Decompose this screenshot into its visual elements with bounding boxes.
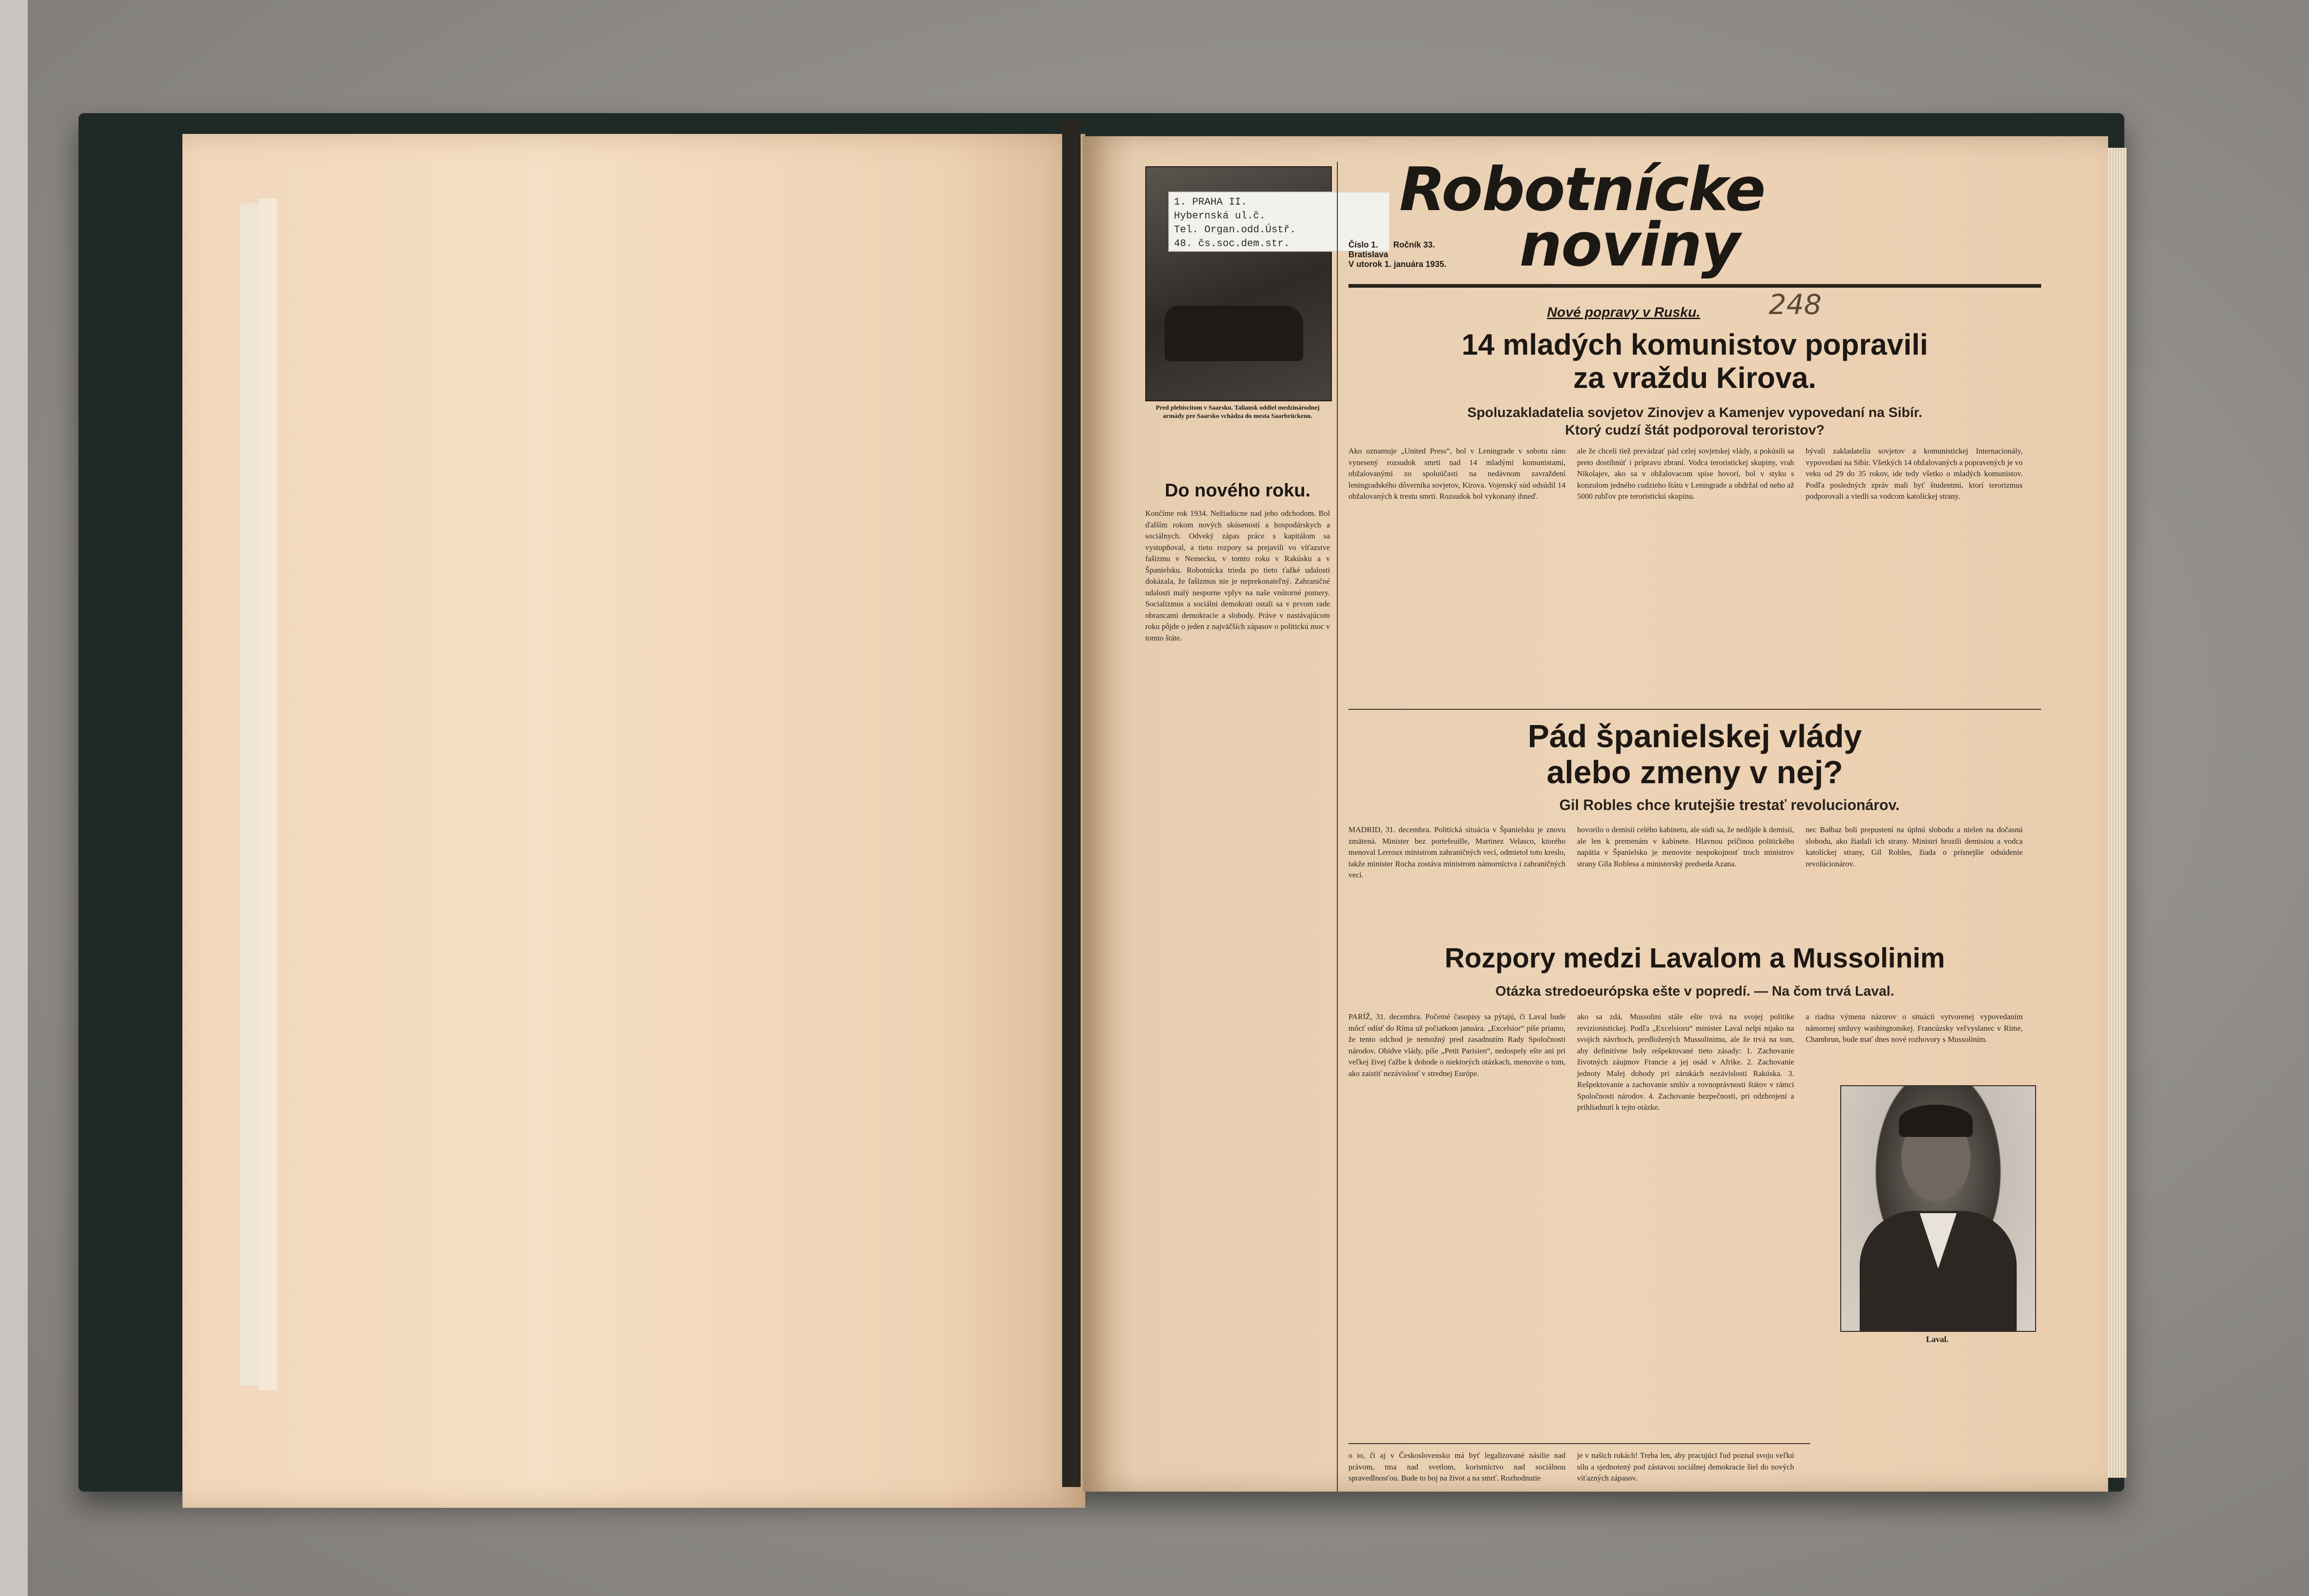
article3-title: Rozpory medzi Lavalom a Mussolinim	[1445, 943, 1945, 973]
article1-col2: ale že chceli tiež prevádzať pád celej sovjetskej vlády, a pokúsili sa preto dostihnúť i prípravu zbraní. Vodca teroristickej skupiny, vrah Nikolajev, ako sa v obžalovacom spise hovorí, bol v styku s konzulom jedného cudzieho štátu v Leningrade a obdržal od neho až 5000 rubľov pre teroristickú skupinu.	[1577, 447, 1794, 501]
article3-col3: a riadna výmena názorov o situácii vytvorenej vypovedaním námornej smluvy washingtonskej. Francúzsky veľvyslanec v Ríme, Chambrun, bude mať dnes nové rozhovory s Mussolinim.	[1806, 1012, 2023, 1044]
table-edge	[0, 0, 28, 1596]
article2-title-line2: alebo zmeny v nej?	[1547, 754, 1843, 790]
article1-col3: bývali zakladatelia sovjetov a komunistickej Internacionály, vypovedaní na Sibír. Všetkých 14 obžalovaných a popravených je vo veku od 29 do 35 rokov, ide tedy všetko o mladých komunistov. Podľa posledných zpráv mali byť študentmi, ktorí terorizmus podporovali a viedli sa vodcom katolíckej strany.	[1806, 447, 2023, 501]
book-spine	[1062, 120, 1081, 1487]
article2-subtitle: Gil Robles chce krutejšie trestať revolucionárov.	[1559, 797, 1900, 813]
newspaper	[1141, 152, 2041, 1482]
article3-subtitle: Otázka stredoeurópska ešte v popredí. — Na čom trvá Laval.	[1495, 984, 1894, 999]
article2-title	[1348, 718, 2041, 790]
article1-subtitle	[1348, 404, 2041, 439]
date: V utorok 1. januára 1935.	[1348, 260, 1447, 269]
stamp-line: 1. PRAHA II.	[1174, 196, 1247, 208]
article1-col1: Ako oznamuje „United Press“, bol v Leningrade v sobotu ráno vynesený rozsudok smrti nad 14 mladými komunistami, obžalovanými zo spoluúčasti na nedávnom zavraždení leningradského dôverníka sovjetov, Kirova. Vojenský súd odsúdil 14 obžalovaných k trestu smrti. Rozsudok bol vykonaný ihneď.	[1348, 447, 1566, 501]
stamp-line: Tel. Organ.odd.Ústř.	[1174, 224, 1296, 236]
photo-caption: Pred plebiscitom v Saarsku. Taliansk oddiel medzinárodnej armády pre Saarsko vchádza do mesta Saarbrückenu.	[1155, 405, 1320, 420]
article1-subtitle-line1: Spoluzakladatelia sovjetov Zinovjev a Kamenjev vypovedaní na Sibír.	[1467, 405, 1922, 420]
page-edge	[2108, 148, 2127, 1478]
laval-portrait	[1840, 1085, 2036, 1332]
issue-number: Číslo 1.	[1348, 240, 1378, 249]
title-line2: noviny	[1519, 210, 1740, 280]
masthead-rule	[1348, 284, 2041, 288]
article1-subtitle-line2: Ktorý cudzí štát podporoval teroristov?	[1565, 423, 1825, 438]
article3-bottom1: o to, či aj v Československu má byť legalizované násilie nad právom, tma nad svetlom, koristníctvo nad sociálnou spravedlnosťou. Bude to boj na život a na smrť. Rozhodnutie	[1348, 1451, 1566, 1482]
article2-title-line1: Pád španielskej vlády	[1528, 718, 1862, 754]
handwritten-note: 248	[1769, 289, 1822, 321]
stamp-line: Hybernská ul.č.	[1174, 210, 1266, 222]
page-stack-top	[259, 199, 277, 1390]
article1-kicker: Nové popravy v Rusku.	[1547, 305, 1700, 320]
article1-title	[1348, 328, 2041, 394]
stamp-line: 48. čs.soc.dem.str.	[1174, 238, 1290, 249]
article2-col1: MADRID, 31. decembra. Politická situácia v Španielsku je znovu zmätená. Minister bez portefeuille, Martinez Velasco, ktorého menoval Lerroux ministrom zahraničných vecí, odmietol toto kreslo, takže minister Rocha zostáva ministrom námorníctva i zahraničných vecí.	[1348, 825, 1566, 879]
editorial-text: Končíme rok 1934. Nežiadúcne nad jeho odchodom. Bol ďalším rokom nových skúseností a hospodárskych a sociálnych. Odveký zápas práce s kapitálom sa vystupňoval, a tieto rozpory sa prejavili vo víťazstve fašizmu v Nemecku, v tomto roku v Rakúsku a v Španielsku. Robotnícka trieda po tieto ťažké udalosti dokázala, že fašizmus nie je neprekonateľný. Zahraničné udalosti malý nesporne vplyv na naše vnútorné pomery. Socializmus a sociálni demokrati ostali sa v prvom rade obrancami demokracie a slobody. Práve v nastávajúcom roku pôjde o jeden z najväčších zápasov o politickú moc v tomto štáte.	[1145, 509, 1330, 642]
article2-col3: nec Bałbaz boli prepustení na úplnú slobodu a nielen na dočasnú slobodu, ako žiadali ich strany. Ministri hrozili demisiou a vodca katolíckej strany, Gil Robles, žiada o prísnejšie odsúdenie revolúcionárov.	[1806, 825, 2023, 868]
column-rule	[1337, 162, 1338, 1492]
article3-bottom2: je v našich rukách! Treba len, aby pracujúci ľud poznal svoju veľkú silu a sjednotený pod zástavou sociálnej demokracie šiel do nových víťazných zápasov.	[1577, 1451, 1794, 1482]
article1-title-line2: za vraždu Kirova.	[1573, 361, 1817, 394]
portrait-caption: Laval.	[1926, 1335, 1949, 1344]
section-rule	[1348, 1443, 1810, 1444]
article3-col2: ako sa zdá, Mussolini stále ešte trvá na svojej politike revizionistickej. Podľa „Excelsioru“ minister Laval nelpí nijako na svojich návrhoch, predložených Mussolinimu, ale že trvá na tom, aby definitívne boly rešpektované tieto zásady: 1. Zachovanie životných záujmov Francie a jej osád v Afrike. 2. Zachovanie jednoty Malej dohody pri zárukách nezávislosti Rakúska. 3. Rešpektovanie a zachovanie smlúv a rovnoprávnosti štátov v rámci Spoločnosti národov. 4. Zachovanie bezpečnosti, pri odzbrojení a prihliadnutí k tejto otázke.	[1577, 1012, 1794, 1112]
article1-title-line1: 14 mladých komunistov popravili	[1461, 328, 1928, 361]
issue-info	[1348, 240, 1672, 269]
portrait-hair	[1899, 1105, 1973, 1137]
photo-vehicle	[1165, 306, 1303, 361]
article3-col1: PARÍŽ, 31. decembra. Početné časopisy sa pýtajú, či Laval bude môcť odísť do Ríma už počiatkom januára. „Excelsior“ píše priamo, že tento odchod je nemožný pred zasadnutím Rady Spoločnosti národov. Obidve vlády, píše „Petit Parisien“, nedospely ešte ani pri veľkej živej ťažbe k dohode o niektorých otázkach, menovite o tom, ako zaistiť nezávislosť v strednej Európe.	[1348, 1012, 1566, 1078]
article2-col2: hovorilo o demisii celého kabinetu, ale súdi sa, že nedôjde k demisii, ale len k premenám v kabinete. Hlavnou príčinou politického napätia v Španielsku je menovite nespokojnosť troch ministrov strany Gila Roblesa a ministerský predseda Azana.	[1577, 825, 1794, 868]
volume: Ročník 33.	[1393, 240, 1435, 249]
title-line1: Robotnícke	[1399, 154, 1765, 224]
place: Bratislava	[1348, 250, 1389, 259]
section-rule	[1348, 709, 2041, 710]
left-blank-page[interactable]	[182, 134, 1085, 1508]
editorial-title: Do nového roku.	[1165, 480, 1311, 501]
